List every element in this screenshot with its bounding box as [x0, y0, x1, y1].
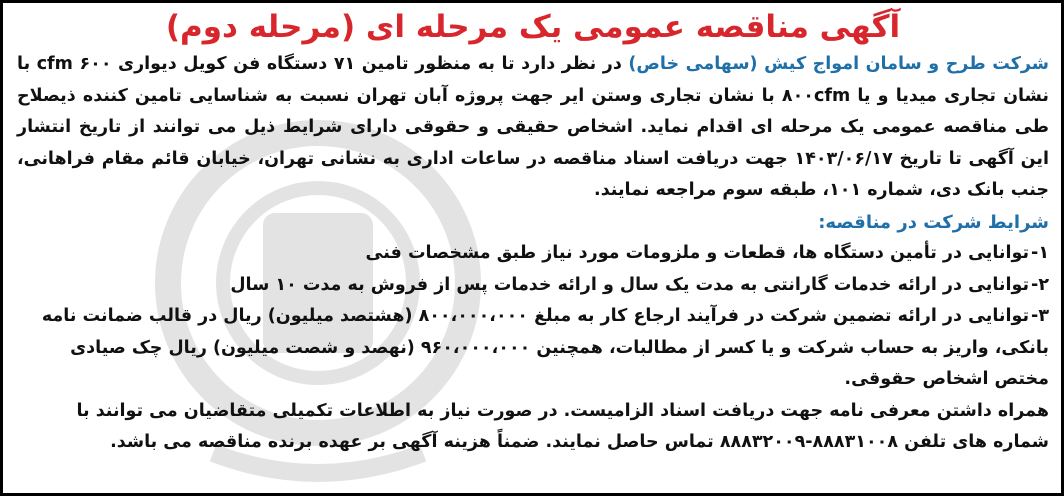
ad-intro	[17, 49, 1049, 207]
company-name: شرکت طرح و سامان امواج کیش (سهامی خاص)	[628, 54, 1050, 74]
condition-item	[17, 301, 1049, 396]
condition-item	[17, 238, 1049, 270]
condition-number: ۱-	[1031, 243, 1049, 263]
condition-text: توانایی در ارائه تضمین شرکت در فرآیند ارجاع کار به مبلغ ۸۰۰،۰۰۰،۰۰۰ (هشتصد میلیون) ریال در قالب ضمانت نامه بانکی، واریز به حساب شرکت و یا کسر از مطالبات، همچنین ۹۶۰،۰۰۰،۰۰۰ (نهصد و شصت میلیون) ریال چک صیادی مختص اشخاص حقوقی.	[41, 306, 1049, 389]
intro-part-1: در نظر دارد تا به منظور	[408, 54, 629, 74]
ad-title: آگهی مناقصه عمومی یک مرحله ای (مرحله دوم)	[165, 9, 901, 45]
intro-emphasis: تامین ۷۱ دستگاه فن کویل دیواری ۶۰۰ cfm با نشان تجاری میدیا و یا ۸۰۰cfm با نشان تجاری وستن ایر	[17, 54, 1050, 106]
condition-number: ۳-	[1031, 306, 1049, 326]
condition-item	[17, 270, 1049, 302]
ad-footer: همراه داشتن معرفی نامه جهت دریافت اسناد الزامیست. در صورت نیاز به اطلاعات تکمیلی متقاضیان می توانند با شماره های تلفن ۸۸۸۳۱۰۰۸-۸۸۸۳۲۰۰۹ تماس حاصل نمایند. ضمناً هزینه آگهی بر عهده برنده مناقصه می باشد.	[76, 400, 1049, 452]
ad-content	[3, 3, 1061, 459]
conditions-heading: شرایط شرکت در مناقصه:	[818, 211, 1049, 233]
intro-part-2: جهت پروژه آبان تهران نسبت به شناسایی تامین کننده ذیصلاح طی مناقصه عمومی یک مرحله ای اقدام نماید. اشخاص حقیقی و حقوقی دارای شرایط ذیل می توانند از تاریخ انتشار این آگهی تا تاریخ ۱۴۰۳/۰۶/۱۷ جهت دریافت اسناد مناقصه در ساعات اداری به نشانی تهران، خیابان قائم مقام فراهانی، جنب بانک دی، شماره ۱۰۱، طبقه سوم مراجعه نمایند.	[17, 85, 1049, 200]
condition-number: ۲-	[1031, 274, 1049, 295]
condition-text: توانایی در تأمین دستگاه ها، قطعات و ملزومات مورد نیاز طبق مشخصات فنی	[365, 243, 1030, 263]
condition-text: توانایی در ارائه خدمات گارانتی به مدت یک سال و ارائه خدمات پس از فروش به مدت ۱۰ سال	[230, 274, 1030, 295]
